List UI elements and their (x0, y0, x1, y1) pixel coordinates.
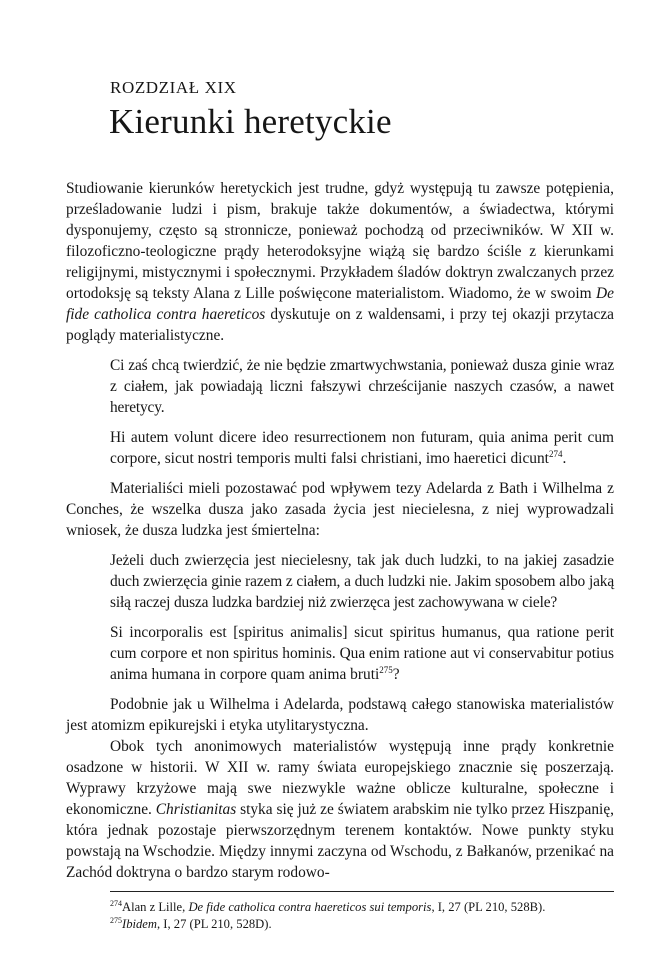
christianitas-italic: Christianitas (155, 801, 237, 818)
book-title-italic: De fide catholica contra haereticos (66, 285, 614, 323)
paragraph-4: Obok tych anonimowych materialistów występują inne prądy konkretnie osadzone w historii. W XII w. ramy świata europejskiego znacznie się poszerzają. Wyprawy krzyżowe mają swe niezwykle ważne oblicze kulturalne, społeczne i ekonomiczne. Christianitas styka się już ze światem arabskim nie tylko przez Hiszpanię, która jednak pozostaje pierwszorzędnym terenem kontaktów. Nowe punkty styku powstają na Wschodzie. Między innymi zaczyna od Wschodu, z Bałkanów, przenikać na Zachód doktryna o bardzo starym rodowo- (66, 738, 615, 881)
block-quote-latin-1: Hi autem volunt dicere ideo resurrectionem non futuram, quia anima perit cum corpore, sicut nostri temporis multi falsi christiani, imo haeretici dicunt$^{274}$. (110, 429, 614, 467)
footnote-275: $^{275}$Ibidem, I, 27 (PL 210, 528D). (110, 916, 272, 931)
paragraph-1: Studiowanie kierunków heretyckich jest trudne, gdyż występują tu zawsze potępienia, prześladowanie ludzi i pism, brakuje także dokumentów, a świadectwa, którymi dysponujemy, często są stronnicze, ponieważ pochodzą od przeciwników. W XII w. filozoficzno-teologiczne prądy heterodoksyjne wiążą się bardzo ściśle z kierunkami religijnymi, mistycznymi i społecznymi. Przykładem śladów doktryn zwalczanych przez ortodoksję są teksty Alana z Lille poświęcone materialistom. Wiadomo, że w swoim De fide catholica contra haereticos dyskutuje on z waldensami, i przy tej okazji przytacza poglądy materialistyczne. (66, 180, 614, 344)
block-quote-latin-2: Si incorporalis est [spiritus animalis] sicut spiritus humanus, qua ratione perit cum corpore et non spiritus hominis. Qua enim ratione aut vi conservabitur potius anima humana in corpore quam anima bruti$^{275}$? (110, 624, 614, 683)
paragraph-2: Materialiści mieli pozostawać pod wpływem tezy Adelarda z Bath i Wilhelma z Conches, że wszelka dusza jako zasada życia jest niecielesna, z niej wyprowadzali wniosek, że dusza ludzka jest śmiertelna: (66, 480, 614, 539)
footnote-274: $^{274}$Alan z Lille, De fide catholica contra haereticos sui temporis, I, 27 (PL 210, 528B). (110, 899, 546, 914)
footnotes (110, 899, 620, 933)
footnote-divider (110, 891, 614, 892)
footnote-ref-274[interactable]: 274 (548, 449, 563, 459)
footnote-ref-275[interactable]: 275 (379, 665, 393, 675)
footnote-number: 275 (110, 916, 122, 925)
main-text (66, 178, 614, 883)
paragraph-3: Podobnie jak u Wilhelma i Adelarda, podstawą całego stanowiska materialistów jest atomizm epikurejski i etyka utylitarystyczna. (66, 696, 614, 734)
chapter-title: Kierunki heretyckie (109, 102, 392, 141)
block-quote-polish-1: Ci zaś chcą twierdzić, że nie będzie zmartwychwstania, ponieważ dusza ginie wraz z ciałem, jak powiadają liczni fałszywi chrześcijanie naszych czasów, a nawet heretycy. (110, 357, 614, 416)
footnote-number: 274 (110, 899, 122, 908)
chapter-label: ROZDZIAŁ XIX (110, 78, 237, 97)
block-quote-polish-2: Jeżeli duch zwierzęcia jest niecielesny, tak jak duch ludzki, to na jakiej zasadzie duch zwierzęcia ginie razem z ciałem, a duch ludzki nie. Jakim sposobem albo jaką siłą raczej dusza ludzka bardziej niż zwierzęca jest zachowywana w ciele? (110, 552, 614, 611)
